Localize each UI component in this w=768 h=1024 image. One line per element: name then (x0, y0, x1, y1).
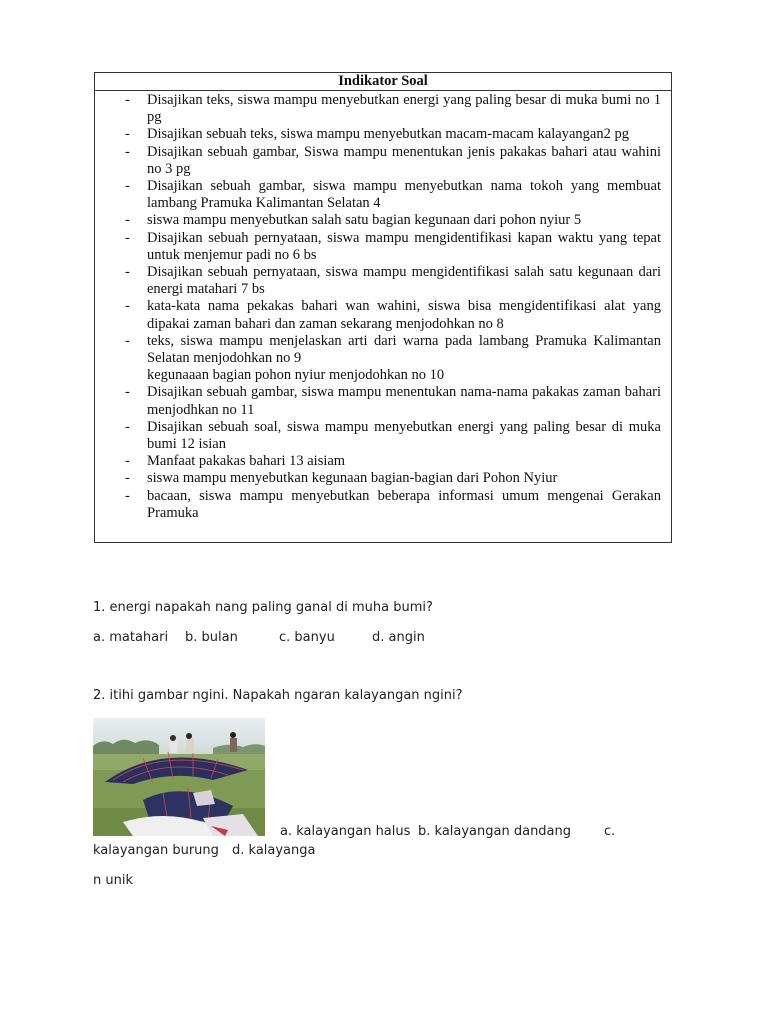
question-2-option-c-marker: c. (604, 824, 616, 839)
kite-photo (93, 718, 265, 836)
indicator-item: - teks, siswa mampu menjelaskan arti dari warna pada lambang Pramuka Kalimantan Selatan menjodohkan no 9 (125, 332, 661, 367)
indicator-item: - siswa mampu menyebutkan kegunaan bagian-bagian dari Pohon Nyiur (125, 470, 558, 487)
indicator-item: - kata-kata nama pekakas bahari wan wahini, siswa bisa mengidentifikasi alat yang dipakai zaman bahari dan zaman sekarang menjodohkan no 8 (125, 298, 661, 332)
question-2-text: 2. itihi gambar ngini. Napakah ngaran kalayangan ngini? (93, 688, 463, 703)
question-2-option-d-continued: n unik (93, 873, 133, 888)
question-1-option-d: d. angin (372, 630, 425, 645)
indicator-item: - Disajikan sebuah gambar, siswa mampu menentukan nama-nama pakakas zaman bahari menjodhkan no 11 (125, 384, 661, 418)
indicator-table-header: Indikator Soal (95, 73, 671, 91)
indicator-item: kegunaaan bagian pohon nyiur menjodohkan no 10 (147, 367, 445, 384)
indicator-item: - Disajikan sebuah pernyataan, siswa mampu mengidentifikasi salah satu kegunaan dari energi matahari 7 bs (125, 264, 661, 298)
indicator-item: - siswa mampu menyebutkan salah satu bagian kegunaan dari pohon nyiur 5 (125, 212, 582, 229)
indicator-item: - bacaan, siswa mampu menyebutkan beberapa informasi umum mengenai Gerakan Pramuka (125, 487, 661, 521)
question-2-option-a: a. kalayangan halus (280, 824, 411, 839)
indicator-item: - Disajikan sebuah gambar, siswa mampu menyebutkan nama tokoh yang membuat lambang Pramuka Kalimantan Selatan 4 (125, 178, 661, 212)
question-2-option-b: b. kalayangan dandang (418, 824, 572, 839)
indicator-item: - Disajikan sebuah soal, siswa mampu menyebutkan energi yang paling besar di muka bumi 12 isian (125, 418, 661, 453)
indicator-table (94, 72, 672, 543)
indicator-item: - Disajikan teks, siswa mampu menyebutkan energi yang paling besar di muka bumi no 1 pg (125, 92, 661, 126)
question-2-option-d: d. kalayanga (232, 843, 316, 858)
indicator-item: - Manfaat pakakas bahari 13 aisiam (125, 453, 346, 470)
question-1-option-c: c. banyu (279, 630, 335, 645)
indicator-item: - Disajikan sebuah gambar, Siswa mampu menentukan jenis pakakas bahari atau wahini no 3 pg (125, 143, 661, 177)
question-1-text: 1. energi napakah nang paling ganal di muha bumi? (93, 600, 433, 615)
question-1-option-b: b. bulan (185, 630, 238, 645)
indicator-list (95, 91, 671, 522)
indicator-item: - Disajikan sebuah pernyataan, siswa mampu mengidentifikasi kapan waktu yang tepat untuk menjemur padi no 6 bs (125, 229, 661, 263)
indicator-item: - Disajikan sebuah teks, siswa mampu menyebutkan macam-macam kalayangan2 pg (125, 126, 629, 143)
question-2-option-c-text: kalayangan burung (93, 843, 219, 858)
question-1-option-a: a. matahari (93, 630, 169, 645)
